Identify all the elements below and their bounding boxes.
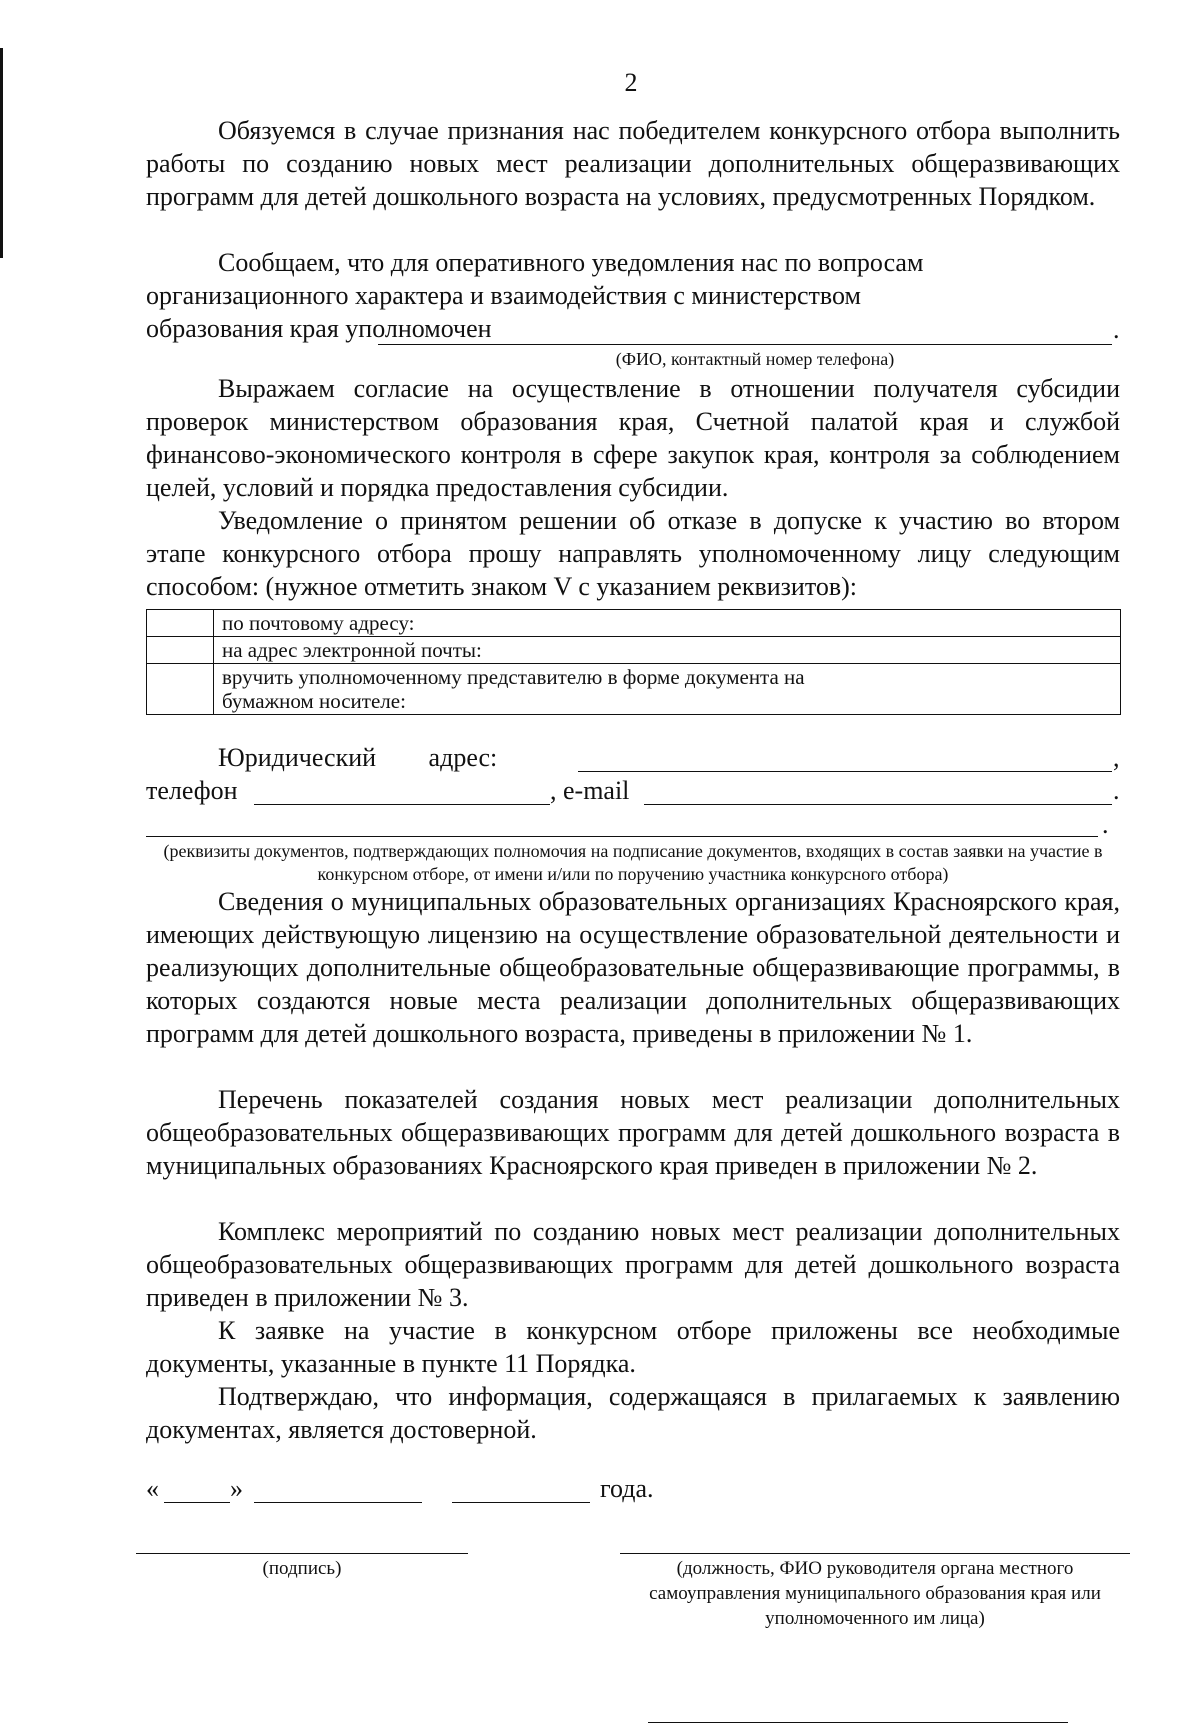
paragraph-obligation: Обязуемся в случае признания нас победителем конкурсного отбора выполнить работы по созданию новых мест реализации дополнительных общеразвивающих программ для детей дошкольного возраста на условиях, предусмотренных Порядком. <box>146 116 1120 211</box>
bottom-rule <box>648 1722 1068 1723</box>
authorized-person-fill-line[interactable] <box>378 344 1112 345</box>
legal-address-label: Юридический адрес: <box>218 743 498 772</box>
authorized-person-text: Сообщаем, что для оперативного уведомления нас по вопросам организационного характера и взаимодействия с министерством образования края уполномочен <box>146 248 924 343</box>
document-page: 2 Обязуемся в случае признания нас победителем конкурсного отбора выполнить работы по созданию новых мест реализации дополнительных общеразвивающих программ для детей дошкольного возраста на условиях, предусмотренных Порядком. Сообщаем, что для оперативного уведомления нас по вопросам организационного характера и взаимодействия с министерством образования края уполномочен . (ФИО, контактный номер телефона) Выражаем согласие на осуществление в отношении получателя субсидии проверок министерством образования края, Счетной палатой края и службой финансово-экономического контроля в сфере закупок края, контроля за соблюдением целей, условий и порядка предоставления субсидии. Уведомление о принятом решении об отказе в допуске к участию во втором этапе конкурсного отбора прошу направлять уполномоченному лицу следующим способом: (нужное отметить знаком V с указанием реквизитов): по почтовому адресу: на адрес электронной почты: вручить уполномоченному представителю в форме документа на бумажном носителе: Юридический адрес: , телефон , e-mail . . (реквизиты документов, подтверждающих полномочия на подписание документов, входящих в состав заявки на участие в конкурсном отборе, от имени и/или по поручению участника конкурсного отбора) Сведения о муниципальных образовательных организациях Красноярского края, имеющих действующую лицензию на осуществление образовательной деятельности и реализующих дополнительные общеобразовательные общеразвивающие программы, в которых создаются новые места реализации дополнительных общеразвивающих программ для детей дошкольного возраста, приведены в приложении № 1. Перечень показателей создания новых мест реализации дополнительных общеобразовательных общеразвивающих программ для детей дошкольного возраста в муниципальных образованиях Красноярского края приведен в приложении № 2. Комплекс мероприятий по созданию новых мест реализации дополнительных общеобразовательных общеразвивающих программ для детей дошкольного возраста приведен в приложении № 3. К заявке на участие в конкурсном отборе приложены все необходимые документы, указанные в пункте 11 Порядка. Подтверждаю, что информация, содержащаяся в прилагаемых к заявлению документах, является достоверной. « » года. (подпись) (должность, ФИО руководителя органа местного самоуправления муниципального образования края или уполномоченного им лица) <box>0 0 1200 1726</box>
email-fill-line[interactable] <box>644 804 1112 805</box>
date-open-quote: « <box>146 1474 159 1503</box>
paragraph-notification: Уведомление о принятом решении об отказе в допуске к участию во втором этапе конкурсного отбора прошу направлять уполномоченному лицу следующим способом: (нужное отметить знаком V с указанием реквизитов): <box>146 506 1120 601</box>
email-label: , e-mail <box>550 776 630 805</box>
official-name-caption: (должность, ФИО руководителя органа местного самоуправления муниципального образования края или уполномоченного им лица) <box>649 1558 1101 1629</box>
signature-fill-line[interactable] <box>136 1553 468 1554</box>
authorized-person-caption: (ФИО, контактный номер телефона) <box>615 349 895 369</box>
date-close-quote: » <box>230 1474 243 1503</box>
legal-address-fill-line[interactable] <box>578 771 1112 772</box>
requisites-fill-line[interactable] <box>146 836 1098 837</box>
option-checkbox-paper[interactable] <box>147 664 214 715</box>
option-checkbox-email[interactable] <box>147 637 214 664</box>
option-row <box>147 637 1121 664</box>
date-month-fill-line[interactable] <box>254 1502 422 1503</box>
phone-fill-line[interactable] <box>254 804 550 805</box>
paragraph-confirmation: Подтверждаю, что информация, содержащаяся в прилагаемых к заявлению документах, является достоверной. <box>146 1382 1120 1444</box>
paragraph-consent: Выражаем согласие на осуществление в отношении получателя субсидии проверок министерством образования края, Счетной палатой края и службой финансово-экономического контроля в сфере закупок края, контроля за соблюдением целей, условий и порядка предоставления субсидии. <box>146 374 1120 502</box>
requisites-caption: (реквизиты документов, подтверждающих полномочия на подписание документов, входящих в состав заявки на участие в конкурсном отборе, от имени и/или по поручению участника конкурсного отбора) <box>163 841 1103 884</box>
page-number: 2 <box>624 68 638 97</box>
option-checkbox-postal[interactable] <box>147 610 214 637</box>
phone-label: телефон <box>146 776 238 805</box>
signature-caption: (подпись) <box>262 1558 342 1579</box>
option-row <box>147 610 1121 637</box>
official-name-fill-line[interactable] <box>620 1553 1130 1554</box>
paragraph-organizations: Сведения о муниципальных образовательных организациях Красноярского края, имеющих действующую лицензию на осуществление образовательной деятельности и реализующих дополнительные общеобразовательные общеразвивающие программы, в которых создаются новые места реализации дополнительных общеразвивающих программ для детей дошкольного возраста, приведены в приложении № 1. <box>146 887 1120 1048</box>
paragraph-attachments: К заявке на участие в конкурсном отборе приложены все необходимые документы, указанные в пункте 11 Порядка. <box>146 1316 1120 1378</box>
option-label-paper: вручить уполномоченному представителю в форме документа на бумажном носителе: <box>214 664 1121 715</box>
date-day-fill-line[interactable] <box>164 1502 230 1503</box>
date-year-word: года. <box>600 1474 654 1503</box>
paragraph-authorized-person <box>146 246 966 345</box>
option-label-email: на адрес электронной почты: <box>214 637 1121 664</box>
option-label-postal: по почтовому адресу: <box>214 610 1121 637</box>
paragraph-measures: Комплекс мероприятий по созданию новых мест реализации дополнительных общеобразовательных общеразвивающих программ для детей дошкольного возраста приведен в приложении № 3. <box>146 1217 1120 1312</box>
paragraph-indicators: Перечень показателей создания новых мест реализации дополнительных общеобразовательных общеразвивающих программ для детей дошкольного возраста в муниципальных образованиях Красноярского края приведен в приложении № 2. <box>146 1085 1120 1180</box>
option-row <box>147 664 1121 715</box>
date-year-fill-line[interactable] <box>452 1502 590 1503</box>
delivery-options-table <box>146 609 1121 715</box>
